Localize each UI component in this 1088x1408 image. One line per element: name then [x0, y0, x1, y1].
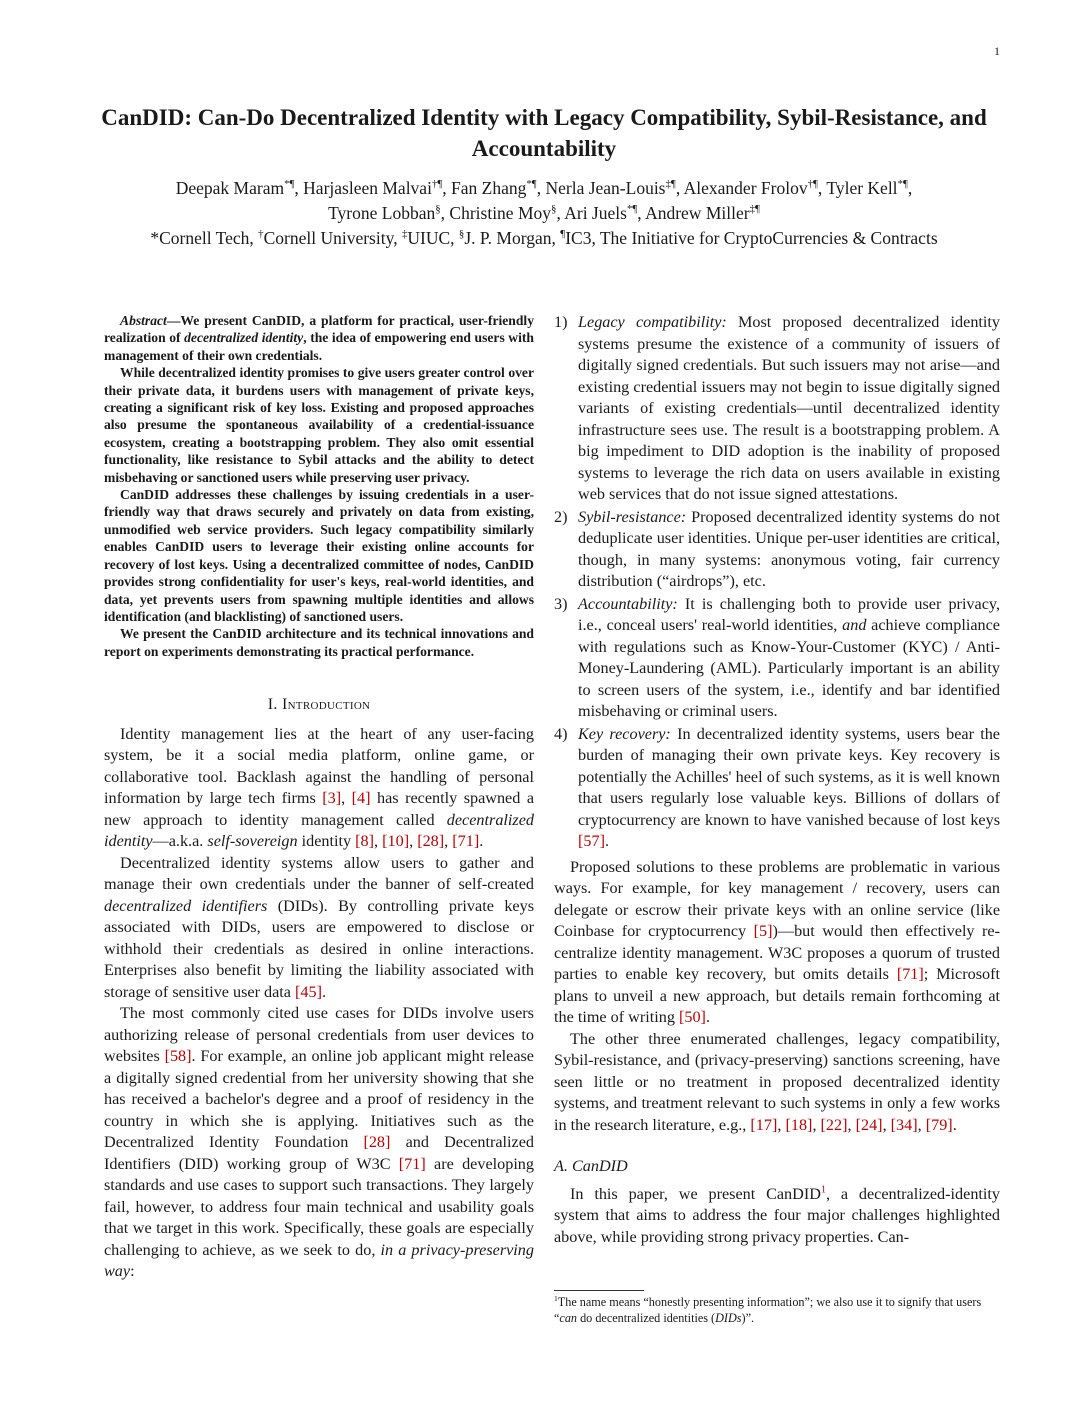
footnote-divider: [554, 1290, 644, 1291]
affiliation-mark: ‡: [401, 228, 408, 241]
body-paragraph: In this paper, we present CanDID$^1$, a decentralized-identity system that aims to address the four major challenges highlighted above, while providing strong privacy properties. Can-: [554, 1184, 1001, 1246]
section-heading: I. Introduction: [267, 696, 371, 714]
citation-link[interactable]: [22]: [820, 1115, 848, 1134]
author-name: Christine Moy: [449, 203, 552, 223]
subsection-heading: A. CanDID: [554, 1157, 628, 1175]
affiliation-name: UIUC: [407, 228, 451, 248]
affiliation-mark: §: [435, 203, 441, 216]
affiliation-name: Cornell Tech: [159, 228, 250, 248]
list-item: 4) Key recovery: In decentralized identity systems, users bear the burden of managing their own private keys. Key recovery is potentially the Achilles' heel of such systems, as it is well known that users regularly lose valuable keys. Billions of dollars of cryptocurrency are known to have vanished because of lost keys [57].: [554, 724, 1000, 850]
author-name: Ari Juels: [564, 203, 627, 223]
abstract-paragraph: While decentralized identity promises to give users greater control over their private data, it burdens users with management of private keys, creating a significant risk of key loss. Existing and proposed approaches also presume the spontaneous availability of a credential-issuance ecosystem, creating a bootstrapping problem. They also omit essential functionality, like resistance to Sybil attacks and the ability to detect misbehaving or sanctioned users while preserving user privacy.: [104, 365, 534, 485]
citation-link[interactable]: [79]: [925, 1115, 953, 1134]
goals-list: [554, 312, 1000, 853]
citation-link[interactable]: [8]: [355, 832, 375, 851]
affiliation-mark: ‡¶: [749, 203, 760, 216]
author-name: Tyler Kell: [826, 178, 898, 198]
affiliation-name: J. P. Morgan: [464, 228, 552, 248]
abstract-paragraph: Abstract—We present CanDID, a platform for practical, user-friendly realization of decentralized identity, the idea of empowering end users with management of their own credentials.: [104, 313, 534, 363]
author-line-2: Tyrone Lobban§, Christine Moy§, Ari Juels*¶, Andrew Miller‡¶: [328, 203, 760, 223]
citation-link[interactable]: [4]: [351, 789, 371, 808]
author-name: Andrew Miller: [645, 203, 750, 223]
citation-link[interactable]: [3]: [322, 789, 342, 808]
list-item: 1) Legacy compatibility: Most proposed decentralized identity systems presume the existence of a community of issuers of digitally signed credentials. But such issuers may not arise—and existing credential issuers may not begin to issue digitally signed variants of existing credentials—until decentralized identity infrastructure sees use. The result is a bootstrapping problem. A big impediment to DID adoption is the inability of proposed systems to leverage the rich data on users available in existing web services that do not issue signed attestations.: [554, 313, 1000, 503]
body-paragraph: Decentralized identity systems allow users to gather and manage their own credentials under the banner of self-created decentralized identifiers (DIDs). By controlling private keys associated with DIDs, users are empowered to disclose or withhold their credentials as desired in online interactions. Enterprises also benefit by limiting the liability associated with storage of sensitive user data [45].: [104, 853, 535, 1001]
footnote: $^1$The name means “honestly presenting information”; we also use it to signify that users “can do decentralized identities (DIDs)”.: [554, 1293, 982, 1325]
right-column: [554, 312, 1000, 1248]
affiliation-name: IC3, The Initiative for CryptoCurrencies & Contracts: [565, 228, 938, 248]
citation-link[interactable]: [5]: [753, 922, 773, 940]
abstract-lead: Abstract: [120, 313, 167, 328]
citation-link[interactable]: [17]: [750, 1115, 778, 1134]
author-name: Nerla Jean-Louis: [545, 178, 666, 198]
citation-link[interactable]: [24]: [855, 1115, 883, 1134]
citation-link[interactable]: [57]: [578, 832, 605, 850]
footnote-link[interactable]: 1: [820, 1184, 826, 1196]
citation-link[interactable]: [50]: [678, 1008, 706, 1026]
citation-link[interactable]: [28]: [363, 1133, 391, 1152]
author-name: Alexander Frolov: [683, 178, 808, 198]
paper-title: CanDID: Can-Do Decentralized Identity with Legacy Compatibility, Sybil-Resistance, and Accountability: [101, 105, 987, 161]
body-paragraph: The other three enumerated challenges, legacy compatibility, Sybil-resistance, and (privacy-preserving) sanctions screening, have seen little or no treatment in proposed decentralized identity systems, and treatment relevant to such systems in only a few works in the research literature, e.g., [17], [18], [22], [24], [34], [79].: [554, 1029, 1000, 1134]
author-block: [80, 176, 1008, 251]
list-item: 2) Sybil-resistance: Proposed decentralized identity systems do not deduplicate user identities. Unique per-user identities are critical, though, in many systems: anonymous voting, fair currency distribution (“airdrops”), etc.: [554, 507, 1000, 590]
citation-link[interactable]: [45]: [295, 982, 323, 1001]
affiliation-mark: ¶: [560, 228, 566, 241]
list-item: 3) Accountability: It is challenging both to provide user privacy, i.e., conceal users' real-world identities, and achieve compliance with regulations such as Know-Your-Customer (KYC) / Anti-Money-Laundering (AML). Particularly important is an ability to screen users of the system, i.e., identify and bar identified misbehaving or criminal users.: [554, 594, 1000, 720]
affiliation-mark: §: [551, 203, 557, 216]
body-paragraph: The most commonly cited use cases for DIDs involve users authorizing release of personal credentials from user devices to websites [58]. For example, an online job applicant might release a digitally signed credential from her university showing that she has received a bachelor's degree and a proof of residency in the country in which she is applying. Initiatives such as the Decentralized Identity Foundation [28] and Decentralized Identifiers (DID) working group of W3C [71] are developing standards and use cases to support such transactions. They largely fail, however, to address four main technical and usability goals that we target in this work. Specifically, these goals are especially challenging to achieve, as we seek to do, in a privacy-preserving way:: [104, 1004, 534, 1281]
affiliations: *Cornell Tech, †Cornell University, ‡UIUC, §J. P. Morgan, ¶IC3, The Initiative for CryptoCurrencies & Contracts: [150, 228, 938, 248]
affiliation-mark: †: [258, 228, 264, 241]
citation-link[interactable]: [58]: [164, 1047, 192, 1066]
affiliation-mark: †¶: [431, 178, 443, 191]
citation-link[interactable]: [71]: [398, 1154, 426, 1173]
affiliation-mark: *¶: [626, 203, 638, 216]
author-name: Fan Zhang: [451, 178, 527, 198]
author-name: Harjasleen Malvai: [303, 178, 432, 198]
page-number: 1: [994, 44, 1000, 58]
affiliation-mark: §: [458, 228, 465, 241]
citation-link[interactable]: [34]: [890, 1115, 918, 1134]
citation-link[interactable]: [18]: [785, 1115, 813, 1134]
left-column: [104, 312, 534, 1283]
abstract: [104, 312, 534, 660]
affiliation-mark: *¶: [284, 178, 295, 191]
abstract-paragraph: We present the CanDID architecture and its technical innovations and report on experiments demonstrating its practical performance.: [104, 626, 534, 659]
affiliation-mark: †¶: [807, 178, 818, 191]
abstract-paragraph: CanDID addresses these challenges by issuing credentials in a user-friendly way that draws securely and privately on data from existing, unmodified web service providers. Such legacy compatibility similarly enables CanDID users to leverage their existing online accounts for recovery of lost keys. Using a decentralized committee of nodes, CanDID provides strong confidentiality for user's keys, real-world identities, and data, yet prevents users from spawning multiple identities and allows identification (and blacklisting) of sanctioned users.: [104, 487, 534, 624]
affiliation-mark: ‡¶: [665, 178, 676, 191]
affiliation-mark: *¶: [526, 178, 537, 191]
citation-link[interactable]: [71]: [452, 832, 480, 851]
affiliation-name: Cornell University: [263, 228, 394, 248]
author-line-1: Deepak Maram*¶, Harjasleen Malvai†¶, Fan Zhang*¶, Nerla Jean-Louis‡¶, Alexander Frolov†¶, Tyler Kell*¶,: [175, 178, 913, 198]
body-paragraph: Identity management lies at the heart of any user-facing system, be it a social media platform, online game, or collaborative tool. Backlash against the handling of personal information by large tech firms [3], [4] has recently spawned a new approach to identity management called decentralized identity—a.k.a. self-sovereign identity [8], [10], [28], [71].: [104, 724, 535, 851]
affiliation-mark: *¶: [897, 178, 908, 191]
citation-link[interactable]: [71]: [896, 965, 924, 983]
citation-link[interactable]: [10]: [382, 832, 410, 851]
author-name: Tyrone Lobban: [328, 203, 436, 223]
body-paragraph: Proposed solutions to these problems are problematic in various ways. For example, for key management / recovery, users can delegate or escrow their private keys with an online service (like Coinbase for cryptocurrency [5])—but would then effectively re-centralize identity management. W3C proposes a quorum of trusted parties to enable key recovery, but omits details [71]; Microsoft plans to unveil a new approach, but details remain forthcoming at the time of writing [50].: [554, 857, 1001, 1026]
author-name: Deepak Maram: [175, 178, 285, 198]
citation-link[interactable]: [28]: [417, 832, 445, 851]
